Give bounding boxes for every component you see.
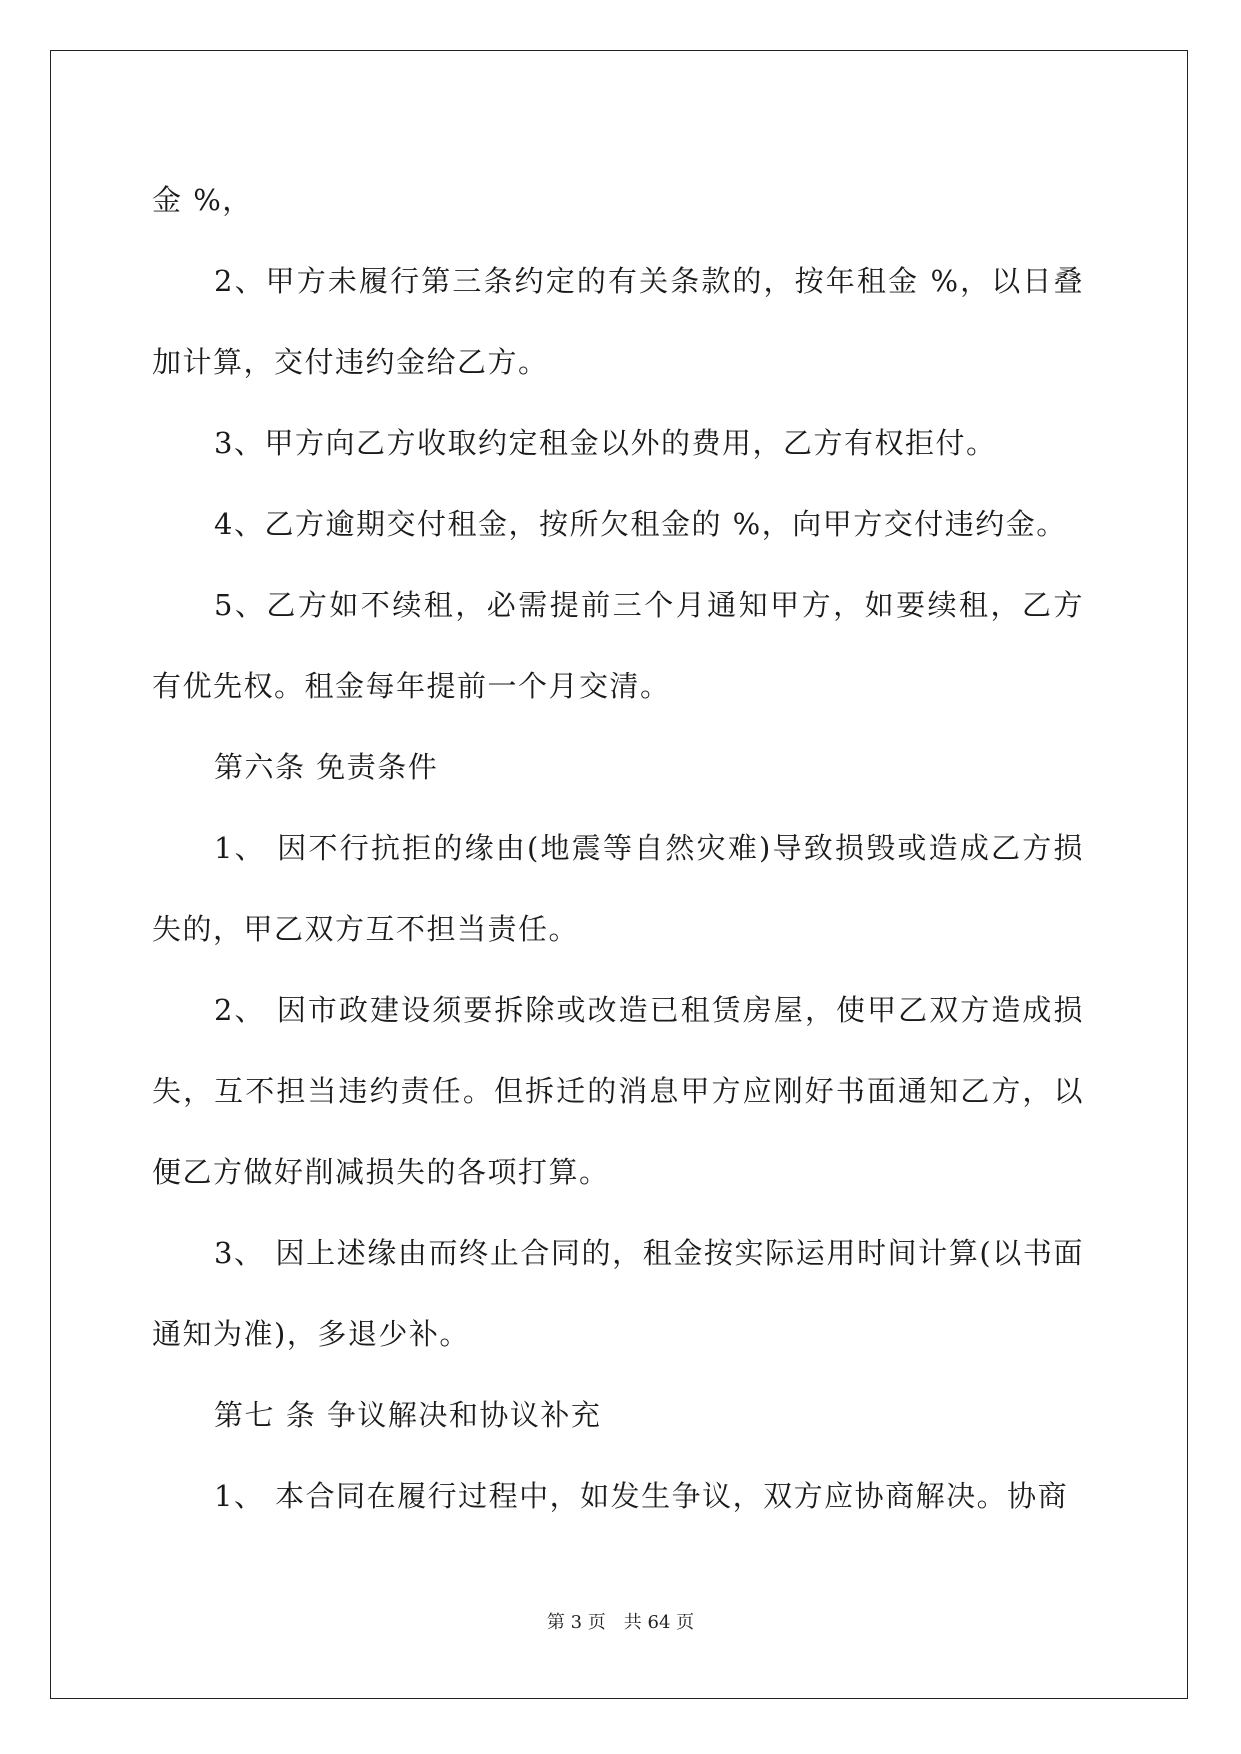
paragraph: 3、甲方向乙方收取约定租金以外的费用，乙方有权拒付。 <box>214 426 997 460</box>
paragraph: 3、 因上述缘由而终止合同的，租金按实际运用时间计算(以书面通知为准)，多退少补。 <box>152 1236 1084 1351</box>
paragraph: 4、乙方逾期交付租金，按所欠租金的 %，向甲方交付违约金。 <box>214 507 1067 541</box>
paragraph: 1、 因不行抗拒的缘由(地震等自然灾难)导致损毁或造成乙方损失的，甲乙双方互不担当责任。 <box>152 831 1084 946</box>
paragraph: 2、 因市政建设须要拆除或改造已租赁房屋，使甲乙双方造成损失，互不担当违约责任。但拆迁的消息甲方应刚好书面通知乙方，以便乙方做好削减损失的各项打算。 <box>152 993 1084 1189</box>
section-heading: 第七 条 争议解决和协议补充 <box>214 1398 602 1432</box>
paragraph: 金 %， <box>152 183 253 217</box>
document-body <box>152 160 1084 1537</box>
paragraph: 2、甲方未履行第三条约定的有关条款的，按年租金 %，以日叠加计算，交付违约金给乙方。 <box>152 264 1084 379</box>
paragraph: 1、 本合同在履行过程中，如发生争议，双方应协商解决。协商 <box>214 1479 1069 1513</box>
section-heading: 第六条 免责条件 <box>214 750 439 784</box>
paragraph: 5、乙方如不续租，必需提前三个月通知甲方，如要续租，乙方有优先权。租金每年提前一个月交清。 <box>152 588 1084 703</box>
page-number-footer: 第 3 页 共 64 页 <box>546 1612 695 1633</box>
